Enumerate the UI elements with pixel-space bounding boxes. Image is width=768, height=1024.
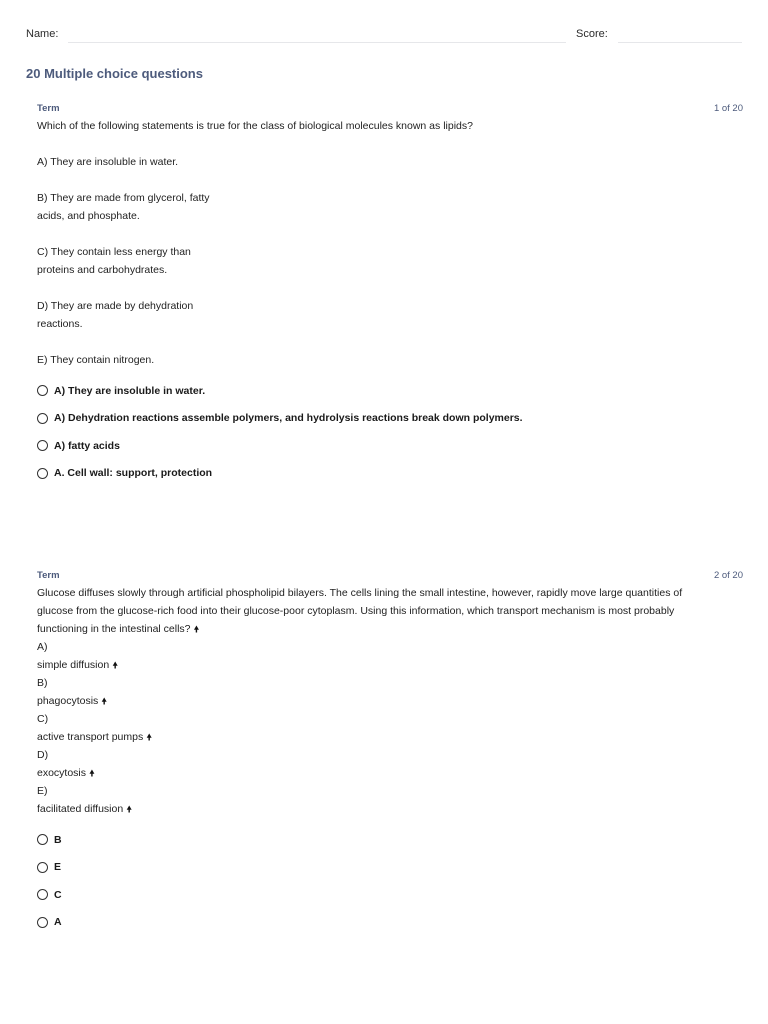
section-title: 20 Multiple choice questions [26,66,203,81]
option-e [37,351,743,369]
radio-circle-icon[interactable] [37,862,48,873]
option-text-label: facilitated diffusion [37,803,124,815]
answer-choice-label: A) They are insoluble in water. [54,384,206,397]
option-c [37,243,743,279]
prompt-line: glucose from the glucose-rich food into their glucose-poor cytoplasm. Using this information, which transport mechanism is most probably [37,605,675,617]
question-prompt: Which of the following statements is true for the class of biological molecules known as lipids? [37,120,473,132]
answer-choice[interactable] [37,432,743,460]
option-text-label: simple diffusion [37,659,110,671]
option-a [37,153,743,171]
option-line: A) They are insoluble in water. [37,156,179,168]
option-b [37,189,743,225]
answer-choice-label: A [54,916,62,929]
option-line: acids, and phosphate. [37,210,140,222]
answer-choice-label: E [54,861,62,874]
prompt-line [37,620,743,638]
answer-choice[interactable] [37,460,743,488]
answer-choice[interactable] [37,405,743,433]
option-letter: C) [37,713,49,725]
option-text [37,728,743,746]
option-line: proteins and carbohydrates. [37,264,168,276]
score-label: Score: [576,28,608,40]
term-label: Term [37,570,60,581]
answer-choice-label: C [54,888,62,901]
score-field[interactable] [618,42,742,43]
prompt-line: Glucose diffuses slowly through artificial phospholipid bilayers. The cells lining the small intestine, however, rapidly move large quantities of [37,587,683,599]
radio-circle-icon[interactable] [37,834,48,845]
arrow-up-icon: 🠝 [101,696,108,706]
question-counter: 2 of 20 [713,570,743,581]
arrow-up-icon: 🠝 [89,768,95,778]
option-text-label: active transport pumps [37,731,144,743]
option-letter: A) [37,641,48,653]
answer-choice[interactable] [37,826,743,854]
answer-choices [37,377,743,487]
arrow-up-icon: 🠝 [146,732,153,742]
option-text [37,656,743,674]
arrow-up-icon: 🠝 [126,804,133,814]
radio-circle-icon[interactable] [37,889,48,900]
radio-circle-icon[interactable] [37,917,48,928]
option-letter: E) [37,785,48,797]
answer-choice-label: B [54,833,62,846]
option-text [37,692,743,710]
question-prompt [37,584,743,638]
option-line: D) They are made by dehydration [37,300,194,312]
option-line: C) They contain less energy than [37,246,191,258]
option-text [37,764,743,782]
card-header [37,570,743,584]
option-letter: D) [37,749,49,761]
prompt-line-text: functioning in the intestinal cells? [37,623,191,635]
answer-choice[interactable] [37,854,743,882]
question-counter: 1 of 20 [713,103,743,114]
answer-choice[interactable] [37,881,743,909]
option-line: reactions. [37,318,83,330]
answer-choice[interactable] [37,377,743,405]
option-text-label: phagocytosis [37,695,99,707]
question-card-2 [37,570,743,936]
answer-choices [37,826,743,936]
radio-circle-icon[interactable] [37,440,48,451]
answer-choice-label: A) fatty acids [54,439,120,452]
page-header [26,22,742,46]
radio-circle-icon[interactable] [37,385,48,396]
radio-circle-icon[interactable] [37,413,48,424]
radio-circle-icon[interactable] [37,468,48,479]
question-card-1 [37,103,743,487]
name-label: Name: [26,28,59,40]
option-line: E) They contain nitrogen. [37,354,155,366]
option-text-label: exocytosis [37,767,87,779]
option-text [37,800,743,818]
term-label: Term [37,103,60,114]
arrow-up-icon: 🠝 [193,624,200,634]
name-field[interactable] [68,42,566,43]
option-letter: B) [37,677,48,689]
card-header [37,103,743,117]
answer-choice-label: A. Cell wall: support, protection [54,467,213,480]
answer-choice[interactable] [37,909,743,937]
answer-choice-label: A) Dehydration reactions assemble polymers, and hydrolysis reactions break down polymers. [54,412,523,425]
option-d [37,297,743,333]
option-line: B) They are made from glycerol, fatty [37,192,210,204]
arrow-up-icon: 🠝 [112,660,119,670]
